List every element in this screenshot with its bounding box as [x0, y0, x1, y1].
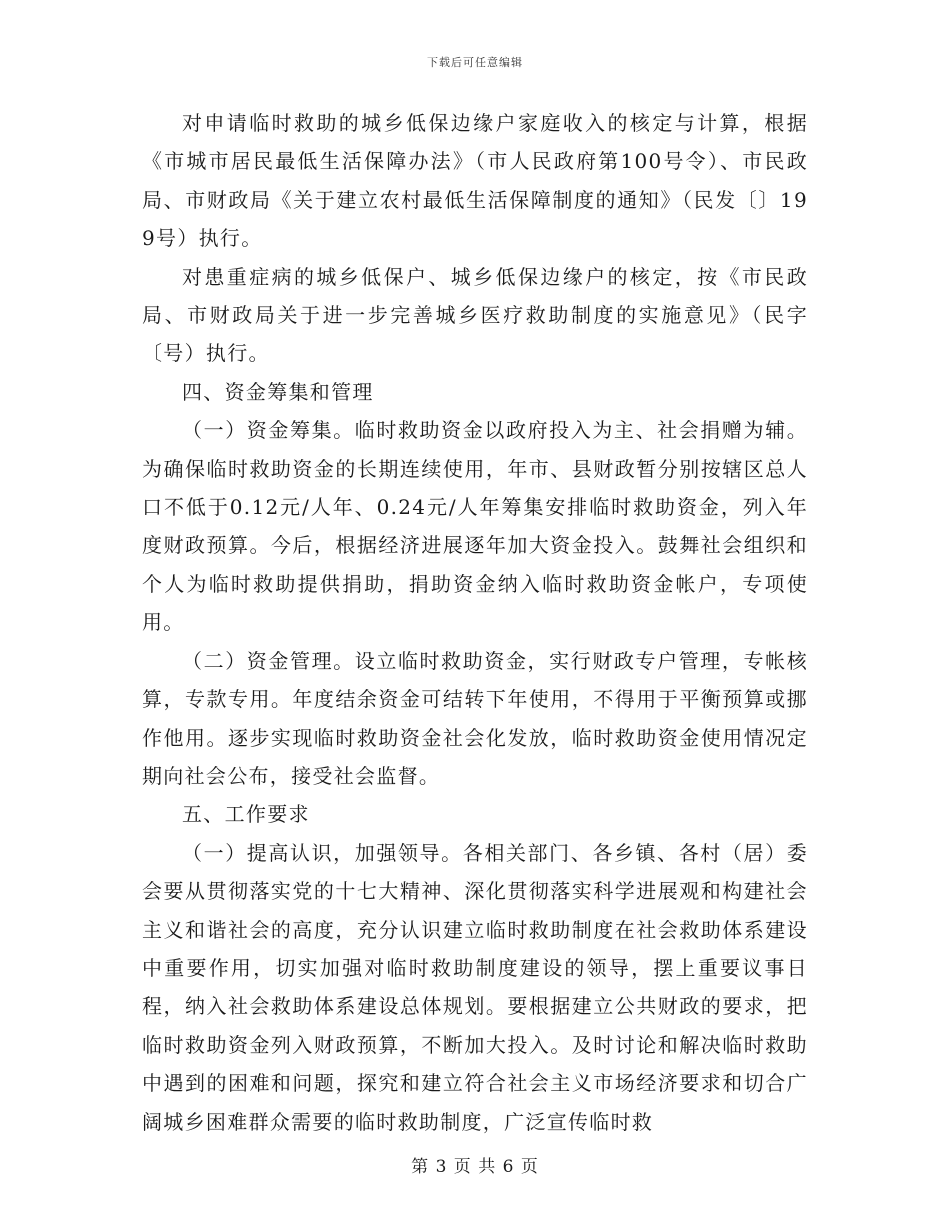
paragraph-serious-illness-verification: 对患重症病的城乡低保户、城乡低保边缘户的核定，按《市民政局、市财政局关于进一步完善城乡医疗救助制度的实施意见》（民字〔号）执行。 [142, 264, 808, 366]
document-body [142, 104, 808, 1141]
paragraph-fund-management: （二）资金管理。设立临时救助资金，实行财政专户管理，专帐核算，专款专用。年度结余资金可结转下年使用，不得用于平衡预算或挪作他用。逐步实现临时救助资金社会化发放，临时救助资金使用情况定期向社会公布，接受社会监督。 [142, 648, 808, 788]
header-note: 下载后可任意编辑 [427, 56, 523, 69]
paragraph-income-verification: 对申请临时救助的城乡低保边缘户家庭收入的核定与计算，根据《市城市居民最低生活保障办法》（市人民政府第100号令）、市民政局、市财政局《关于建立农村最低生活保障制度的通知》（民发〔〕199号）执行。 [142, 111, 808, 251]
paragraph-fund-raising: （一）资金筹集。临时救助资金以政府投入为主、社会捐赠为辅。为确保临时救助资金的长期连续使用，年市、县财政暂分别按辖区总人口不低于0.12元/人年、0.24元/人年筹集安排临时救助资金，列入年度财政预算。今后，根据经济进展逐年加大资金投入。鼓舞社会组织和个人为临时救助提供捐助，捐助资金纳入临时救助资金帐户，专项使用。 [142, 418, 808, 635]
page-number: 第 3 页 共 6 页 [411, 1157, 539, 1177]
section-heading-funds: 四、资金筹集和管理 [182, 379, 374, 404]
section-heading-requirements: 五、工作要求 [182, 802, 310, 827]
paragraph-leadership: （一）提高认识，加强领导。各相关部门、各乡镇、各村（居）委会要从贯彻落实党的十七大精神、深化贯彻落实科学进展观和构建社会主义和谐社会的高度，充分认识建立临时救助制度在社会救助体系建设中重要作用，切实加强对临时救助制度建设的领导，摆上重要议事日程，纳入社会救助体系建设总体规划。要根据建立公共财政的要求，把临时救助资金列入财政预算，不断加大投入。及时讨论和解决临时救助中遇到的困难和问题，探究和建立符合社会主义市场经济要求和切合广阔城乡困难群众需要的临时救助制度，广泛宣传临时救 [142, 840, 808, 1134]
